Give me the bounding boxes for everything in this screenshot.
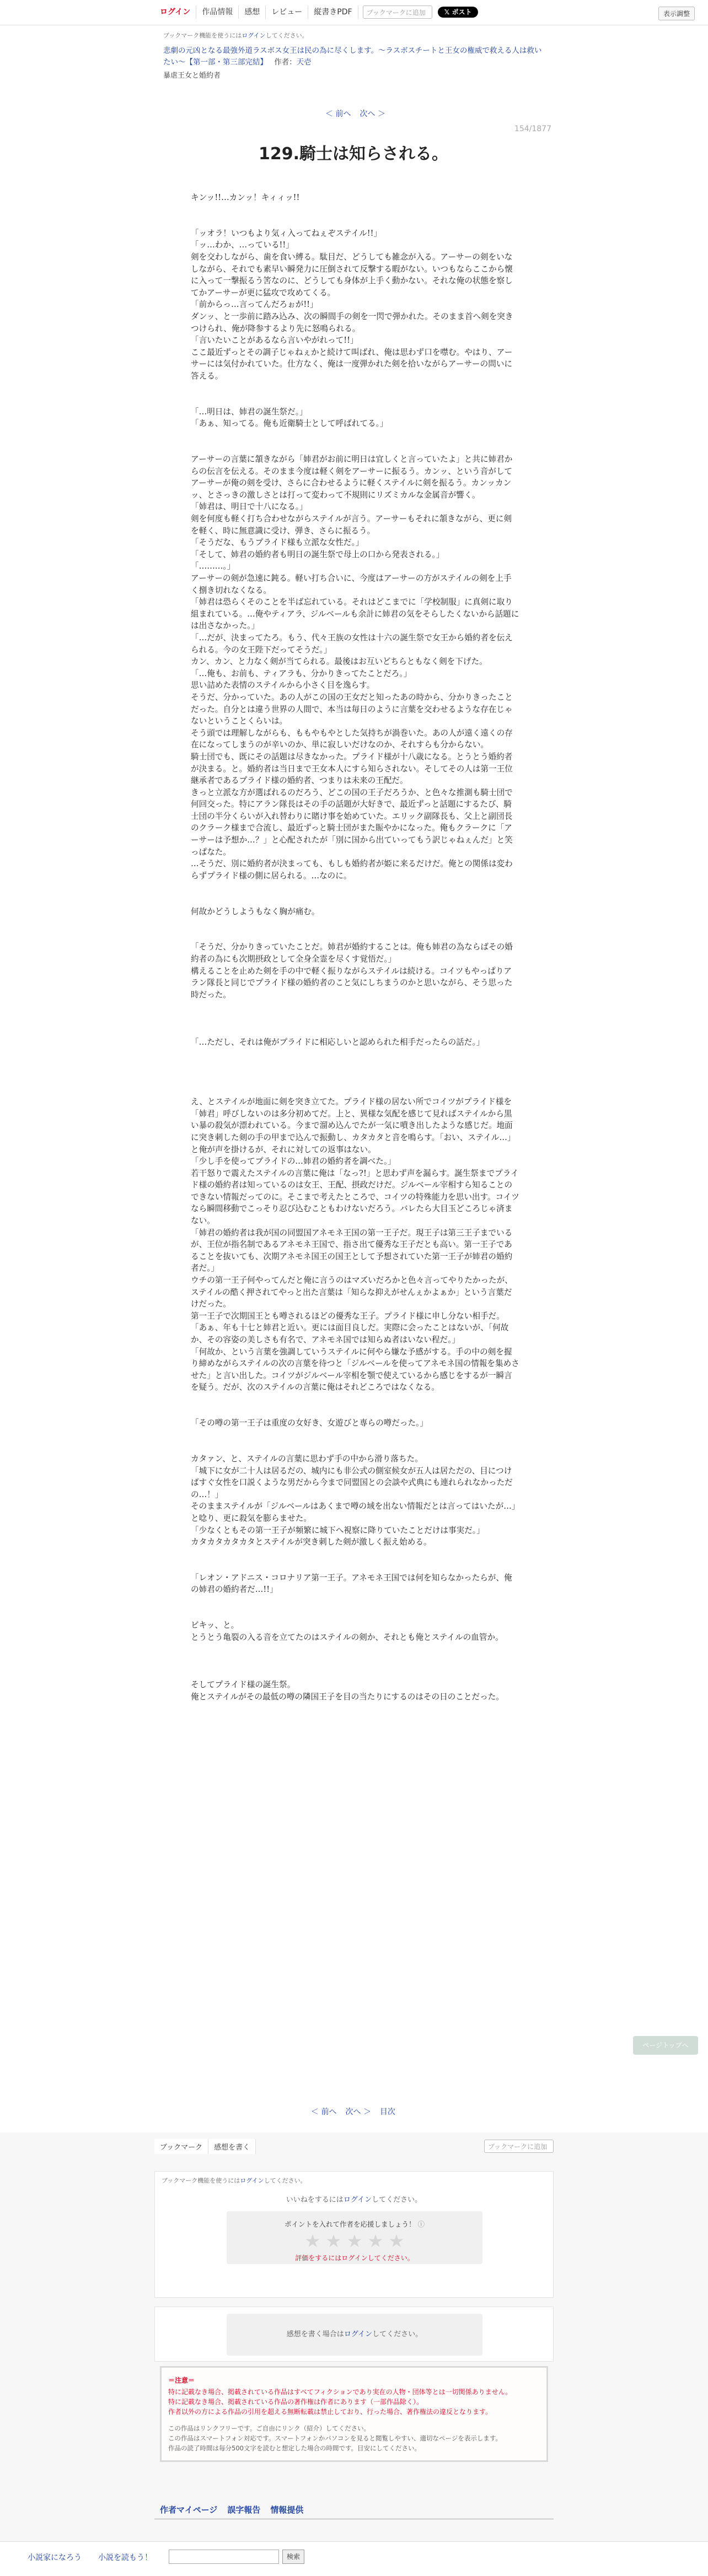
info-line: この作品はリンクフリーです。ご自由にリンク（紹介）してください。 bbox=[168, 2424, 371, 2432]
body-paragraph bbox=[191, 1001, 519, 1013]
body-paragraph: 「少なくともその第一王子が頻繁に城下へ視察に降りていたことだけは事実だ。」 bbox=[191, 1525, 485, 1535]
series-info bbox=[163, 31, 544, 80]
help-icon[interactable]: ⓘ bbox=[417, 2220, 425, 2228]
body-paragraph: …そうだ、別に婚約者が決まっても、もしも婚約者が姫に来るだけだ。俺との関係は変わらずプライド様の側に居られる。…なのに。 bbox=[191, 859, 513, 881]
body-paragraph: 剣を何度も軽く打ち合わせながらステイルが言う。アーサーもそれに頷きながら、更に剣を軽く、時に無意識に受け、弾き、さらに振るう。 bbox=[191, 514, 512, 536]
caution-line: 特に記載なき場合、掲載されている作品はすべてフィクションであり実在の人物・団体等とは一切関係ありません。 bbox=[168, 2388, 512, 2396]
body-paragraph bbox=[191, 441, 519, 453]
caution-heading: ＝注意＝ bbox=[168, 2377, 195, 2384]
body-paragraph bbox=[191, 930, 519, 942]
note-text-bottom: ブックマーク機能を使うには bbox=[162, 2177, 240, 2184]
body-paragraph bbox=[191, 894, 519, 906]
body-paragraph: カタカタカタカタとステイルが突き刺した剣が激しく振え始める。 bbox=[191, 1537, 432, 1547]
body-paragraph: 「………。」 bbox=[191, 561, 235, 571]
body-paragraph bbox=[191, 1394, 519, 1406]
review-suffix: してください。 bbox=[372, 2330, 423, 2339]
body-paragraph: 「そして、姉君の婚約者も明日の誕生祭で母上の口から発表される。」 bbox=[191, 549, 444, 559]
search-button[interactable]: 検索 bbox=[282, 2550, 304, 2564]
body-paragraph: 「前からっ…言ってんだろぉが!!」 bbox=[191, 300, 318, 310]
body-paragraph: キンッ!!…カンッ！キィィッ!! bbox=[191, 193, 300, 202]
body-paragraph: そのままステイルが「ジルベールはあくまで噂の域を出ない情報だとは言ってはいたが…」と唸り、更に殺気を膨らませた。 bbox=[191, 1502, 516, 1523]
next-link[interactable]: 次へ ＞ bbox=[360, 110, 385, 118]
body-paragraph: 「…俺も、お前も、ティアラも、分かりきってたことだろ。」 bbox=[191, 668, 412, 678]
x-logo-icon: 𝕏 bbox=[444, 8, 452, 16]
footer-nav bbox=[160, 2504, 303, 2515]
body-paragraph: 思い詰めた表情のステイルから小さく目を逸らす。 bbox=[191, 681, 375, 690]
author-mypage-link[interactable]: 作者マイページ bbox=[160, 2505, 218, 2515]
body-paragraph: 「あぁ、年も十七と姉君と近い。更には面目良しだ。実際に会ったことはないが、「何故か、その容姿の美しさも有名で、アネモネ国では知らぬ者はいない程だ。」 bbox=[191, 1323, 509, 1344]
body-paragraph: ウチの第一王子何やってんだと俺に言うのはマズいだろかと色々言ってやりたかったが、ステイルの酷く押されてやっと出た言葉は「知らな抑えがせんぇかよぁか」という言葉だけだった。 bbox=[191, 1276, 513, 1309]
body-paragraph: 「言いたいことがあるなら言いやがれって!!」 bbox=[191, 336, 358, 345]
note-login-link[interactable]: ログイン bbox=[242, 32, 266, 39]
body-paragraph: ここ最近ずっとその調子じゃねぇかと続けて叫ばれ、俺は思わず口を噤む。やはり、アーサーには気付かれていた。仕方なく、俺は一度弾かれた剣を拾いながらアーサーの問いに答える。 bbox=[191, 347, 513, 381]
note-suffix-bottom: してください。 bbox=[264, 2177, 307, 2184]
point-label-text: ポイントを入れて作者を応援しましょう！ bbox=[284, 2220, 416, 2228]
author-prefix: 作者： bbox=[274, 57, 297, 67]
body-paragraph bbox=[191, 215, 519, 228]
body-paragraph: 「その噂の第一王子は重度の女好き、女遊びと専らの噂だった。」 bbox=[191, 1418, 428, 1428]
body-paragraph: 「何故か、という言葉を強調していうステイルに何やら嫌な予感がする。手の中の剣を握り締めながらステイルの次の言葉を待つと「ジルベールを使ってアネモネ国の情報を集めさせた」と言い出した。コイツがジルベール宰相を顎で使えているから感じをするが一瞬言を疑う。だが、次のステイルの言葉に俺はそれどころではなくなる。 bbox=[191, 1347, 519, 1392]
body-paragraph: そしてプライド様の誕生祭。 bbox=[191, 1680, 296, 1690]
caution-line: 特に記載なき場合、掲載されている作品の著作権は作者にあります（一部作品除く）。 bbox=[168, 2398, 423, 2406]
novel-body bbox=[191, 192, 519, 1703]
login-link[interactable]: ログイン bbox=[154, 6, 196, 19]
body-paragraph: とうとう亀裂の入る音を立てたのはステイルの剣か、それとも俺とステイルの血管か。 bbox=[191, 1632, 503, 1642]
body-paragraph bbox=[191, 917, 519, 930]
info-line: 作品の読了時間は毎分500文字を読むと想定した場合の時間です。目安にしてください。 bbox=[168, 2444, 421, 2452]
caution-line: 作者以外の方による作品の引用を超える無断転載は禁止しており、行った場合、著作権法の違反となります。 bbox=[168, 2408, 492, 2416]
body-paragraph: 「そうだ、分かりきっていたことだ。姉君が婚約することは。俺も姉君の為ならばその婚約者の為にも次期摂政として全身全霊を尽くす覚悟だ。」 bbox=[191, 942, 513, 964]
body-paragraph bbox=[191, 1548, 519, 1560]
iine-login-link[interactable]: ログイン bbox=[343, 2196, 372, 2204]
body-paragraph bbox=[191, 204, 519, 216]
body-paragraph: 「…ただし、それは俺がプライドに相応しいと認められた相手だったらの話だ。」 bbox=[191, 1038, 485, 1047]
body-paragraph: そうだ、分かっていた。あの人がこの国の王女だと知ったあの時から、分かりきったことだった。自分とは違う世界の人間で、本当は毎日のように言葉を交わせるような存在じゃないということくらいは。 bbox=[191, 692, 513, 726]
body-paragraph bbox=[191, 1025, 519, 1037]
body-paragraph bbox=[191, 1560, 519, 1572]
body-paragraph bbox=[191, 1060, 519, 1072]
body-paragraph: 「城下に女が二十人は居るだの、城内にも非公式の側室候女が五人は居ただの、目につけばすぐ女性を口説くような男だから今まで同盟国との会談や式典にも連れられなかっただの…！」 bbox=[191, 1466, 513, 1499]
bookmark-login-note-bottom bbox=[162, 2176, 307, 2185]
body-paragraph: 「ッ…わか、…っている!!」 bbox=[191, 240, 294, 250]
body-paragraph: カン、カン、と力なく剣が当てられる。最後はお互いどちらともなく剣を下げた。 bbox=[191, 657, 487, 667]
series-title-row bbox=[163, 45, 544, 68]
iine-login-line bbox=[155, 2194, 553, 2204]
body-paragraph: アーサーの言葉に頷きながら「姉君がお前に明日は宜しくと言っていたよ」と共に姉君からの伝言を伝える。そのまま今度は軽く剣をアーサーに振るう。カンッ、という音がしてアーサーが俺の剣を受け、さらに合わせるように軽くステイルに剣を振るう。カンッカンッ、とさっきの激しさとは打って変わって不規則にリズミカルな金属音が響く。 bbox=[191, 455, 513, 500]
note-text: ブックマーク機能を使うには bbox=[163, 32, 242, 39]
bottom-toolbar bbox=[154, 2138, 554, 2154]
body-paragraph: きっと立派な方が選ばれるのだろう、どこの国の王子だろうか、と色々な推測も騎士団で何回交った。特にアラン隊長はその手の話題が大好きで、最近ずっと話題にするたび、騎士団の半分くらいが入れ替わりに賭け事を始めていた。エリック副隊長も、父上と副団長のクラーク様まで合流し、最近ずっと騎士団がまた賑やかになった。俺もクラークに「アーサーは予想か…？」と心配されたが「別に国から出ていってもう訳じゃねぇんだ」と笑っぱなた。 bbox=[191, 787, 513, 857]
bookmark-add-button[interactable]: ブックマークに追加 bbox=[363, 6, 432, 19]
body-paragraph bbox=[191, 1429, 519, 1441]
chapter-title: 129.騎士は知らされる。 bbox=[258, 144, 449, 164]
body-paragraph bbox=[191, 430, 519, 442]
toc-link[interactable]: 目次 bbox=[379, 2108, 395, 2116]
body-paragraph: 「姉君は、明日で十八になる。」 bbox=[191, 502, 308, 512]
star-icon[interactable]: ★ bbox=[367, 2231, 384, 2251]
body-paragraph: アーサーの剣が急速に鈍る。軽い打ち合いに、今度はアーサーの方がステイルの剣を上手く捌き切れなくなる。 bbox=[191, 574, 512, 595]
body-paragraph: 剣を交わしながら、歯を食い縛る。駄目だ、どうしても雑念が入る。アーサーの剣をいなしながら、それでも素早い瞬発力に圧倒されて反撃する暇がない。いつもならここから懐に入って一撃振るう筈なのに、どうしても身体が上手く動かない。それな俺の状態を察してかアーサーが更に猛攻で攻めてくる。 bbox=[191, 252, 513, 298]
read-novels-link[interactable]: 小説を読もう！ bbox=[98, 2553, 152, 2562]
rating-login-note bbox=[227, 2253, 482, 2262]
series-title-link[interactable]: 悲劇の元凶となる最強外道ラスボス女王は民の為に尽くします。〜ラスボスチートと王女の権威で救える人は救いたい〜【第一部・第三部完結】 bbox=[163, 46, 542, 67]
note-text-suffix: してください。 bbox=[265, 32, 308, 39]
point-label bbox=[227, 2219, 482, 2229]
body-paragraph: 「…だが、決まってたろ。もう、代々王族の女性は十六の誕生祭で女王から婚約者を伝えられる。今の女王陛下だってそうだ。」 bbox=[191, 633, 513, 655]
bottom-pager bbox=[311, 2106, 395, 2117]
body-paragraph: 第一王子で次期国王とも噂されるほどの優秀な王子。プライド様に申し分ない相手だ。 bbox=[191, 1311, 505, 1321]
x-post-label: ポスト bbox=[452, 8, 472, 16]
display-settings-button[interactable]: 表示調整 bbox=[658, 7, 695, 20]
body-paragraph: ダンッ、と一歩前に踏み込み、次の瞬間手の剣を一閃で弾かれた。そのまま首へ剣を突きつけられ、俺が降参するより先に怒鳴られる。 bbox=[191, 311, 513, 333]
body-paragraph bbox=[191, 1406, 519, 1418]
point-box bbox=[227, 2211, 482, 2264]
body-paragraph: え、とステイルが地面に剣を突き立てた。プライド様の居ない所でコイツがプライド様を「姉君」呼びしないのは多分初めてだ。上と、異様な気配を感じて見ればステイルから黒い暴の殺気が漂われている。今まで溜め込んでたが一気に噴き出したような感じだ。地面に突き刺した剣の手の甲まで込んで振動し、カタカタと音を鳴らす。「おい、ステイル…」と俺が声を掛けるが、それに対しての返事はない。 bbox=[191, 1097, 516, 1154]
body-paragraph bbox=[191, 1608, 519, 1620]
review-box bbox=[154, 2307, 554, 2362]
top-pager bbox=[325, 108, 385, 119]
body-paragraph: ビキッ、と。 bbox=[191, 1621, 239, 1630]
body-paragraph: 何故かどうしようもなく胸が痛む。 bbox=[191, 906, 320, 916]
star-rating bbox=[227, 2232, 482, 2250]
rating-text: 評価をするには bbox=[295, 2254, 342, 2262]
become-author-link[interactable]: 小説家になろう bbox=[28, 2553, 82, 2562]
body-paragraph bbox=[191, 1643, 519, 1655]
body-paragraph: 若干怒りで震えたステイルの言葉に俺は「なっ?!」と思わず声を漏らす。誕生祭までプライド様の婚約者は知っているのは女王、王配、摂政だけだ。ジルベール宰相すら知ることのできない情報だってのに。そこまで考えたところで、コイツの特殊能力を思い出す。コイツなら瞬間移動でこっそり忍び込むこともわけないだろう。バレたら大目玉どころじゃ済まない。 bbox=[191, 1168, 519, 1226]
work-info-link[interactable]: 作品情報 bbox=[196, 6, 239, 19]
iine-text: いいねをするには bbox=[286, 2196, 344, 2204]
body-paragraph: 構えることを止めた剣を手の中で軽く振りながらステイルは続ける。コイツもやっぱりアラン隊長と同じでプライド様の婚約者のこと気にしちまうのかと思いながら、そう思った時だった。 bbox=[191, 966, 513, 1000]
author-link[interactable]: 天壱 bbox=[296, 57, 312, 67]
bookmark-button[interactable]: ブックマーク bbox=[154, 2139, 208, 2154]
top-nav bbox=[154, 6, 478, 19]
typo-report-link[interactable]: 誤字報告 bbox=[227, 2505, 261, 2515]
chapter-group-title: 暴虐王女と婚約者 bbox=[163, 71, 221, 80]
prev-link[interactable]: ＜ 前へ bbox=[325, 110, 351, 118]
star-icon[interactable]: ★ bbox=[304, 2231, 321, 2251]
info-line: この作品はスマートフォン対応です。スマートフォンかパソコンを見ると閲覧しやすい、適切なページを表示します。 bbox=[168, 2434, 502, 2442]
body-paragraph: カタァン、と、ステイルの言葉に思わず手の中から滑り落ちた。 bbox=[191, 1454, 423, 1463]
impressions-link[interactable]: 感想 bbox=[239, 6, 266, 19]
body-paragraph bbox=[191, 1596, 519, 1608]
body-paragraph: 騎士団でも、既にその話題は尽きなかった。プライド様が十八歳になる。とうとう婚約者が決まる。と。婚約者は当日まで王女本人にすら知らされない。そしてその人は第一王位継承者であるプライド様の婚約者、つまりは未来の王配だ。 bbox=[191, 752, 513, 786]
rating-suffix: してください。 bbox=[367, 2254, 414, 2262]
bookmark-add-button-bottom[interactable]: ブックマークに追加 bbox=[484, 2140, 554, 2153]
body-paragraph: 「ッオラ！いつもより気ィ入ってねぇぞステイル!!」 bbox=[191, 228, 382, 238]
body-paragraph bbox=[191, 882, 519, 894]
caution-box bbox=[160, 2366, 548, 2462]
body-paragraph: 「レオン・アドニス・コロナリア第一王子。アネモネ王国では何を知らなかったらが、俺の姉君の婚約者だ…!!」 bbox=[191, 1573, 512, 1595]
body-paragraph: 「…明日は、姉君の誕生祭だ。」 bbox=[191, 407, 308, 417]
body-paragraph: 「そうだな、もうプライド様も立派な女性だ。」 bbox=[191, 538, 364, 548]
body-paragraph bbox=[191, 1667, 519, 1679]
body-paragraph: 「姉君は恐らくそのことを半ば忘れている。それはどこまでに「学校制服」に真剣に取り組まれている。…俺やティアラ、ジルベールも余計に姉君の気をそらしたくないから話題には出さなかった。」 bbox=[191, 597, 519, 631]
review-login-link[interactable]: ログイン bbox=[344, 2330, 373, 2339]
body-paragraph bbox=[191, 394, 519, 406]
prev-link-bottom[interactable]: ＜ 前へ bbox=[311, 2108, 337, 2116]
body-paragraph bbox=[191, 1072, 519, 1084]
body-paragraph bbox=[191, 1655, 519, 1667]
page-count: 154/1877 bbox=[514, 125, 551, 133]
body-paragraph bbox=[191, 1084, 519, 1097]
body-paragraph: 「少し手を使ってプライドの…姉君の婚約者を調べた。」 bbox=[191, 1157, 396, 1167]
info-provide-link[interactable]: 情報提供 bbox=[270, 2505, 304, 2515]
star-icon[interactable]: ★ bbox=[325, 2231, 342, 2251]
body-paragraph: 俺とステイルがその最低の噂の隣国王子を目の当たりにするのはその日のことだった。 bbox=[191, 1692, 504, 1702]
bookmark-login-note bbox=[163, 31, 544, 40]
evaluation-box bbox=[154, 2171, 554, 2298]
body-paragraph bbox=[191, 382, 519, 395]
top-bar bbox=[0, 0, 708, 25]
bottom-bar bbox=[0, 2541, 708, 2569]
search-input[interactable] bbox=[169, 2550, 279, 2564]
star-icon[interactable]: ★ bbox=[388, 2231, 405, 2251]
body-paragraph: 「あぁ、知ってる。俺も近衛騎士として呼ばれてる。」 bbox=[191, 419, 388, 429]
body-paragraph bbox=[191, 1441, 519, 1453]
next-link-bottom[interactable]: 次へ ＞ bbox=[345, 2108, 371, 2116]
note-login-link-bottom[interactable]: ログイン bbox=[240, 2177, 264, 2184]
footer-divider bbox=[154, 2518, 554, 2520]
review-text: 感想を書く場合は bbox=[286, 2330, 344, 2339]
star-icon[interactable]: ★ bbox=[346, 2231, 363, 2251]
review-login-note bbox=[227, 2314, 482, 2356]
body-paragraph: 「姉君の婚約者は我が国の同盟国アネモネ王国の第一王子だ。現王子は第三王子までいるが、王位が指名制であるアネモネ王国で、指さ出て優秀な王子だとも高い。第一王子であることを抜いても、次期アネモネ国王の国王として予想されていた第一王子が姉君の婚約者だ。」 bbox=[191, 1228, 513, 1273]
review-link[interactable]: レビュー bbox=[266, 6, 308, 19]
write-impression-button[interactable]: 感想を書く bbox=[208, 2139, 256, 2154]
page-top-button[interactable]: ページトップへ bbox=[633, 2036, 698, 2055]
iine-suffix: してください。 bbox=[372, 2196, 422, 2204]
x-post-button[interactable] bbox=[438, 7, 479, 18]
rating-login-link[interactable]: ログイン bbox=[341, 2254, 368, 2262]
body-paragraph bbox=[191, 1049, 519, 1061]
body-paragraph bbox=[191, 1013, 519, 1025]
body-paragraph: そう頭では理解しながらも、ももやもやとした気持ちが渦巻いた。あの人が遠く遠くの存在になってしまうのが辛いのか、単に寂しいだけなのか、それすらも分からない。 bbox=[191, 728, 513, 750]
vertical-pdf-link[interactable]: 縦書きPDF bbox=[308, 6, 358, 19]
